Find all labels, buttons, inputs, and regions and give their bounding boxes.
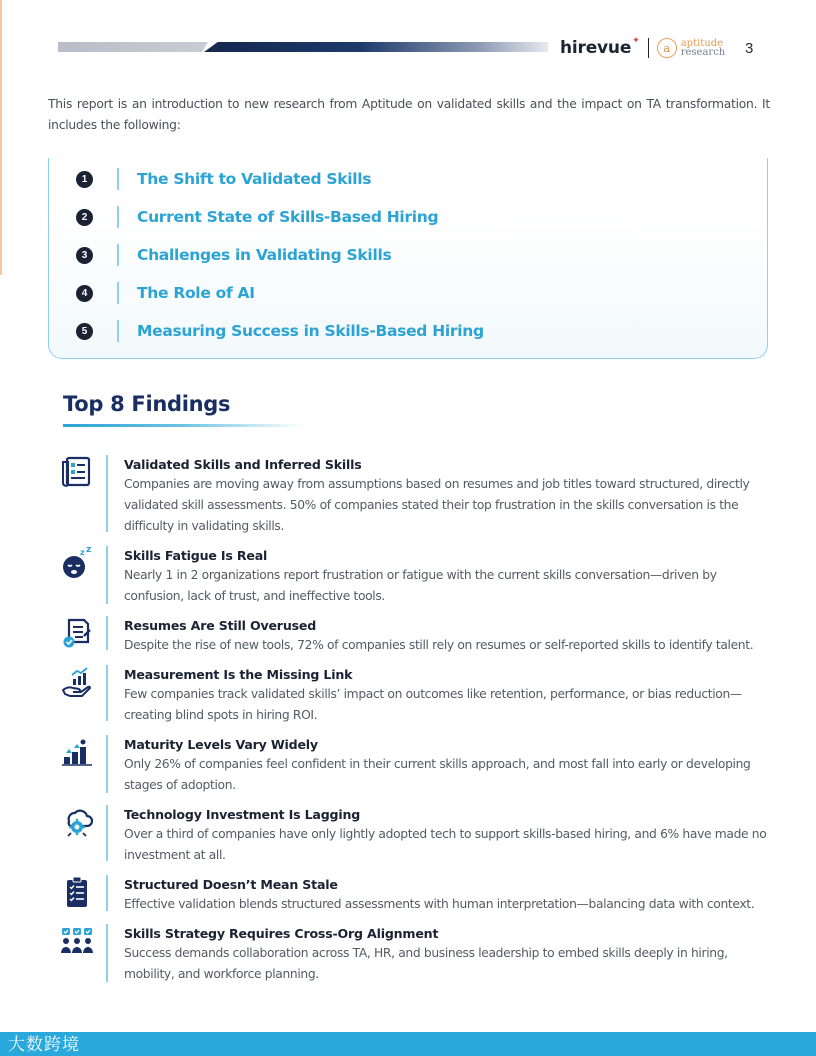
finding-title: Maturity Levels Vary Widely bbox=[124, 737, 318, 752]
finding-title: Structured Doesn’t Mean Stale bbox=[124, 877, 338, 892]
header-decorative-bar bbox=[58, 42, 548, 52]
finding-body: Despite the rise of new tools, 72% of companies still rely on resumes or self-reported skills to identify talent. bbox=[124, 638, 754, 652]
resume-check-icon bbox=[56, 616, 98, 652]
cloud-gear-icon bbox=[56, 805, 98, 841]
page-edge-accent bbox=[0, 0, 2, 275]
clipboard-checklist-icon bbox=[56, 875, 98, 911]
finding-divider bbox=[106, 875, 108, 911]
toc-label: The Role of AI bbox=[137, 284, 255, 302]
toc-divider bbox=[117, 168, 119, 190]
intro-paragraph: This report is an introduction to new research from Aptitude on validated skills and the impact on TA transformation. It includes the following: bbox=[48, 97, 770, 132]
toc-divider bbox=[117, 244, 119, 266]
team-alignment-icon bbox=[56, 924, 98, 960]
toc-divider bbox=[117, 206, 119, 228]
hirevue-logo-mark-icon: ✦ bbox=[632, 36, 640, 46]
toc-item-3[interactable] bbox=[76, 243, 391, 267]
finding-divider bbox=[106, 665, 108, 721]
toc-label: Challenges in Validating Skills bbox=[137, 246, 392, 264]
finding-divider bbox=[106, 455, 108, 532]
finding-title: Measurement Is the Missing Link bbox=[124, 667, 353, 682]
finding-divider bbox=[106, 924, 108, 982]
footer-bar bbox=[0, 1032, 816, 1056]
finding-title: Validated Skills and Inferred Skills bbox=[124, 457, 362, 472]
hirevue-logo: hirevue bbox=[560, 38, 632, 58]
sleepy-face-icon bbox=[56, 546, 98, 582]
finding-title: Technology Investment Is Lagging bbox=[124, 807, 361, 822]
toc-label: The Shift to Validated Skills bbox=[137, 170, 372, 188]
brand-divider bbox=[648, 38, 649, 58]
toc-item-4[interactable] bbox=[76, 281, 255, 305]
toc-number-badge: 5 bbox=[76, 323, 93, 340]
toc-number-badge: 3 bbox=[76, 247, 93, 264]
finding-title: Resumes Are Still Overused bbox=[124, 618, 317, 633]
toc-divider bbox=[117, 320, 119, 342]
finding-body: Few companies track validated skills’ impact on outcomes like retention, performance, or bias reduction—creating blind spots in hiring ROI. bbox=[124, 687, 742, 722]
finding-title: Skills Fatigue Is Real bbox=[124, 548, 268, 563]
finding-body: Only 26% of companies feel confident in their current skills approach, and most fall into early or developing stages of adoption. bbox=[124, 757, 751, 792]
brand-lockup bbox=[560, 36, 725, 60]
toc-number-badge: 2 bbox=[76, 209, 93, 226]
finding-divider bbox=[106, 616, 108, 650]
svg-text:z: z bbox=[86, 546, 92, 555]
finding-divider bbox=[106, 546, 108, 604]
document-list-icon bbox=[56, 455, 98, 491]
footer-watermark: 大数跨境 bbox=[8, 1035, 80, 1055]
finding-body: Over a third of companies have only lightly adopted tech to support skills-based hiring, and 6% have made no investment at all. bbox=[124, 827, 767, 862]
finding-divider bbox=[106, 805, 108, 861]
svg-text:z: z bbox=[80, 548, 85, 557]
hand-chart-icon bbox=[56, 665, 98, 701]
toc-divider bbox=[117, 282, 119, 304]
finding-body: Success demands collaboration across TA, HR, and business leadership to embed skills deeply in hiring, mobility, and workforce planning. bbox=[124, 946, 728, 981]
toc-item-2[interactable] bbox=[76, 205, 438, 229]
page-number: 3 bbox=[745, 40, 754, 57]
findings-heading: Top 8 Findings bbox=[63, 392, 231, 416]
finding-body: Companies are moving away from assumptions based on resumes and job titles toward structured, directly validated skill assessments. 50% of companies stated their top frustration in the skills conversation is the difficulty in validating skills. bbox=[124, 477, 750, 533]
finding-body: Effective validation blends structured assessments with human interpretation—balancing data with context. bbox=[124, 897, 755, 911]
finding-title: Skills Strategy Requires Cross-Org Alignment bbox=[124, 926, 439, 941]
toc-item-5[interactable] bbox=[76, 319, 484, 343]
toc-number-badge: 1 bbox=[76, 171, 93, 188]
aptitude-wordmark: aptitude research bbox=[680, 38, 726, 58]
toc-label: Current State of Skills-Based Hiring bbox=[137, 208, 439, 226]
toc-item-1[interactable] bbox=[76, 167, 371, 191]
aptitude-logo-icon: a bbox=[657, 38, 677, 58]
findings-heading-underline bbox=[63, 424, 303, 427]
finding-body: Nearly 1 in 2 organizations report frustration or fatigue with the current skills conversation—driven by confusion, lack of trust, and ineffective tools. bbox=[124, 568, 717, 603]
toc-number-badge: 4 bbox=[76, 285, 93, 302]
finding-divider bbox=[106, 735, 108, 793]
growth-steps-icon bbox=[56, 735, 98, 771]
toc-label: Measuring Success in Skills-Based Hiring bbox=[137, 322, 484, 340]
